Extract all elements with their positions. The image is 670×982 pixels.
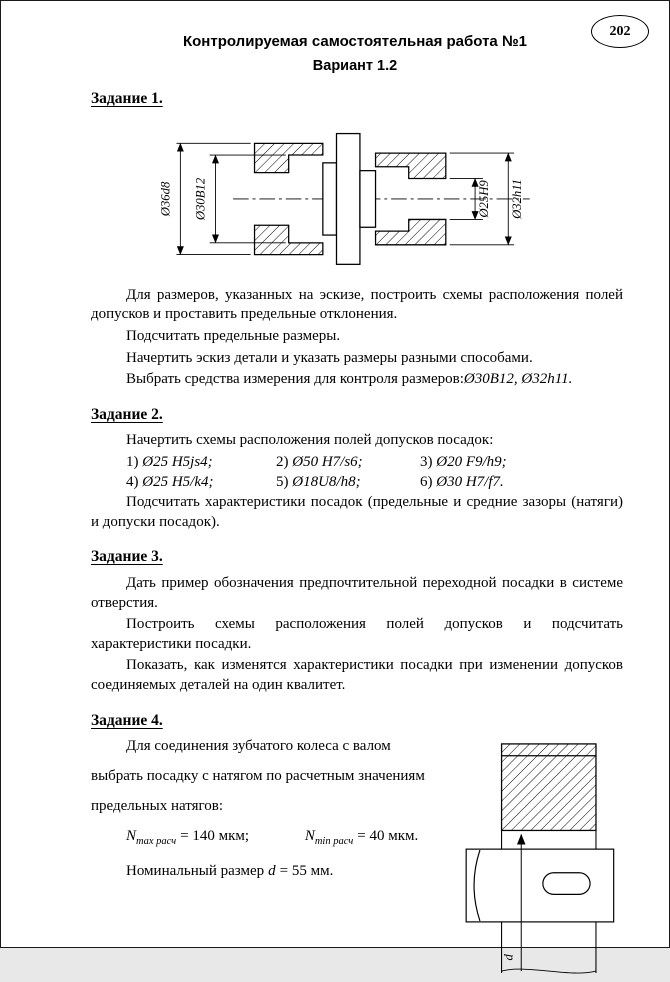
keyway-slot [543,873,590,895]
nominal-size-line: Номинальный размер d = 55 мм. [126,863,334,880]
measured-sizes: Ø30В12, Ø32h11. [463,371,573,388]
shaft-with-flange [323,133,376,264]
document-title: Контролируемая самостоятельная работа №1 [182,33,528,50]
n-max-formula: $N_{max расч} = 140$ мкм; [126,828,250,848]
fit-item-5: 5) Ø18U8/h8; [276,474,361,491]
shaft-side-view [466,850,614,923]
task3-paragraph-1: Дать пример обозначения предпочтительной переходной посадки в системе отверстия. [91,574,623,611]
document-body [1,89,669,982]
dimension-label-right-bore: Ø25Н9 [476,179,491,218]
task3-heading: Задание 3. [91,548,163,566]
task2-heading: Задание 2. [91,405,163,423]
task4-text-column [91,737,451,891]
task2-fits-row-2 [126,473,623,493]
fit-item-1: 1) Ø25 H5js4; [126,454,213,471]
fit-item-4: 4) Ø25 H5/k4; [126,474,214,491]
task1-paragraph-2: Подсчитать предельные размеры. [126,327,341,344]
interference-values [91,827,443,849]
task1-drawing-container [91,116,623,278]
page-number: 202 [609,23,631,39]
task1-assembly-drawing [137,116,577,278]
dimension-label-left-outer: Ø36d8 [158,181,173,216]
break-line [502,969,596,973]
task3-paragraph-2: Построить схемы расположения полей допусков и подсчитать характеристики посадки. [91,616,623,652]
task1-paragraph-1: Для размеров, указанных на эскизе, построить схемы расположения полей допусков и проставить предельные отклонения. [91,286,623,323]
document-subtitle: Вариант 1.2 [312,58,398,74]
task2-outro: Подсчитать характеристики посадок (предельные и средние зазоры (натяги) и допуски посадок). [91,494,623,530]
task2-intro: Начертить схемы расположения полей допусков посадок: [126,432,494,449]
task4-line-2: выбрать посадку с натягом по расчетным значениям [91,768,425,785]
gear-section [502,744,596,831]
fit-item-2: 2) Ø50 H7/s6; [276,454,363,471]
task2-fits-row-1 [126,453,623,473]
task4-gear-shaft-drawing [451,739,619,975]
task4-drawing-container [451,737,623,982]
task1-heading: Задание 1. [91,90,163,107]
task3-paragraph-3: Показать, как изменятся характеристики посадки при изменении допусков соединяемых деталей на один квалитет. [91,657,623,694]
task1-paragraph-4: Выбрать средства измерения для контроля размеров:Ø30В12, Ø32h11. [126,371,573,388]
task4-section [91,737,623,982]
n-min-formula: $N_{min расч} = 40$ мкм. [304,828,419,848]
task4-line-1: Для соединения зубчатого колеса с валом [126,738,391,755]
fit-item-6: 6) Ø30 H7/f7. [420,474,504,491]
page-number-badge [591,15,649,48]
task4-heading: Задание 4. [91,711,163,729]
dimension-label-right-outer: Ø32h11 [509,178,524,219]
shaft-diameter-label: d [501,954,516,961]
fit-item-3: 3) Ø20 F9/h9; [420,454,507,471]
dimension-label-left-bore: Ø30В12 [193,177,208,220]
task1-paragraph-3: Начертить эскиз детали и указать размеры разными способами. [126,349,533,366]
task4-line-3: предельных натягов: [91,797,224,814]
